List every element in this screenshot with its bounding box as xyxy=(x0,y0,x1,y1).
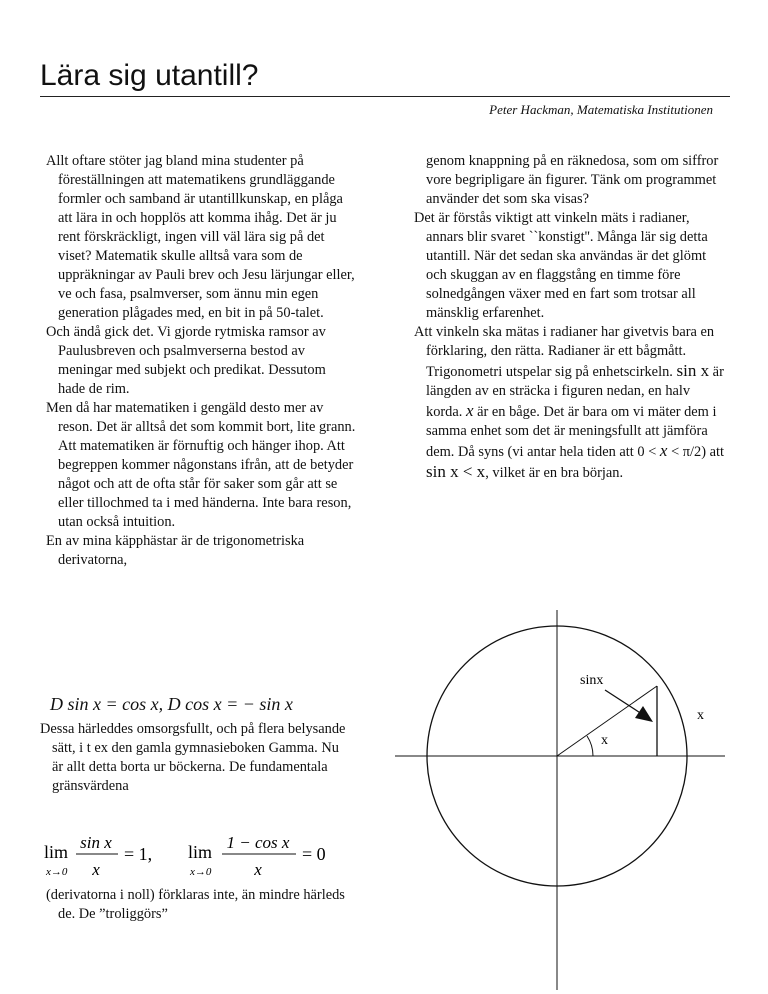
unit-circle-figure xyxy=(395,610,725,990)
lim-sub-1: x→0 xyxy=(46,866,68,878)
paragraph: En av mina käpphästar är de trigonometriska derivatorna, xyxy=(46,533,305,568)
lim-1: lim xyxy=(44,842,69,862)
page-title: Lära sig utantill? xyxy=(40,59,259,92)
lim-sub-2: x→0 xyxy=(190,866,212,878)
math-sin-x: sin x xyxy=(676,361,710,380)
arrow-head xyxy=(635,706,653,722)
paragraph: Allt oftare stöter jag bland mina studenter på föreställningen att matematikens grundläggande formler och samband är utantillkunskap, en plåga att lära in och hopplös att komma ihåg. Det är ju rent förskräckligt, ingen vill väl lära sig på det viset? Matematik skulle alltså vara som de uppräkningar av Pauli brev och Jesu lärjungar eller, ve och fasa, psalmverser, som ännu min egen generation plågades med, en bit in på 50-talet. xyxy=(46,153,355,321)
left-column-end xyxy=(46,886,356,924)
right-column xyxy=(414,152,729,483)
paragraph: genom knappning på en räknedosa, som om siffror vore begripligare än figurer. Tänk om programmet använder det som ska visas? xyxy=(426,153,719,207)
label-x-angle: x xyxy=(601,733,608,748)
paragraph: Det är förstås viktigt att vinkeln mäts i radianer, annars blir svaret ``konstigt''. Många lär sig detta utantill. När det sedan ska användas är det glömt och skuggan av en flaggstång en timme före solnedgången växer med en fart som trotsar all mänsklig erfarenhet. xyxy=(414,210,708,321)
paragraph: Dessa härleddes omsorgsfullt, och på flera belysande sätt, i t ex den gamla gymnasieboken Gamma. Nu är allt detta borta ur böckerna. De fundamentala gränsvärdena xyxy=(40,721,346,794)
num-1: sin x xyxy=(80,833,112,852)
label-sinx: sinx xyxy=(580,673,604,688)
math-x: x xyxy=(659,441,668,460)
paragraph: Att vinkeln ska mätas i radianer har givetvis bara en förklaring, den rätta. Radianer är ett bågmått. Trigonometri utspelar sig på enhetscirkeln. sin x är längden av en sträcka i figuren nedan, en halv korda. x är en båge. Det är bara om vi mäter dem i samma enhet som det är meningsfullt att jämföra dem. Då syns (vi antar hela tiden att 0 < x < π/2) att sin x < x, vilket är en bra början. xyxy=(414,324,725,481)
author-line: Peter Hackman, Matematiska Institutionen xyxy=(489,102,713,117)
left-column-continued xyxy=(40,720,350,796)
derivative-equation: D sin x = cos x, D cos x = − sin x xyxy=(50,694,293,714)
result-2: = 0 xyxy=(302,844,326,864)
den-1: x xyxy=(92,860,100,879)
math-x: x xyxy=(465,401,474,420)
paragraph: Och ändå gick det. Vi gjorde rytmiska ramsor av Paulusbreven och psalmverserna bestod av meningar med subjekt och predikat. Dessutom hade de rim. xyxy=(46,324,326,397)
paragraph: Men då har matematiken i gengäld desto mer av reson. Det är alltså det som kommit bort, lite grann. Att matematiken är förnuftig och hänger ihop. Att begreppen kommer någonstans ifrån, att de betyder något och att de ofta står för saker som går att se eller tillochmed ta i med händerna. Inte bara reson, utan också intuition. xyxy=(46,400,356,530)
num-2: 1 − cos x xyxy=(226,833,290,852)
left-column xyxy=(46,152,356,570)
angle-arc xyxy=(587,736,593,756)
lim-2: lim xyxy=(188,842,213,862)
den-2: x xyxy=(254,860,262,879)
label-x-arc: x xyxy=(697,708,704,723)
limits-equation xyxy=(40,832,400,884)
paragraph: (derivatorna i noll) förklaras inte, än mindre härleds de. De ”troliggörs” xyxy=(46,887,345,922)
result-1: = 1, xyxy=(124,844,153,864)
math-inequality: sin x < x xyxy=(426,462,486,481)
title-rule xyxy=(40,96,730,97)
